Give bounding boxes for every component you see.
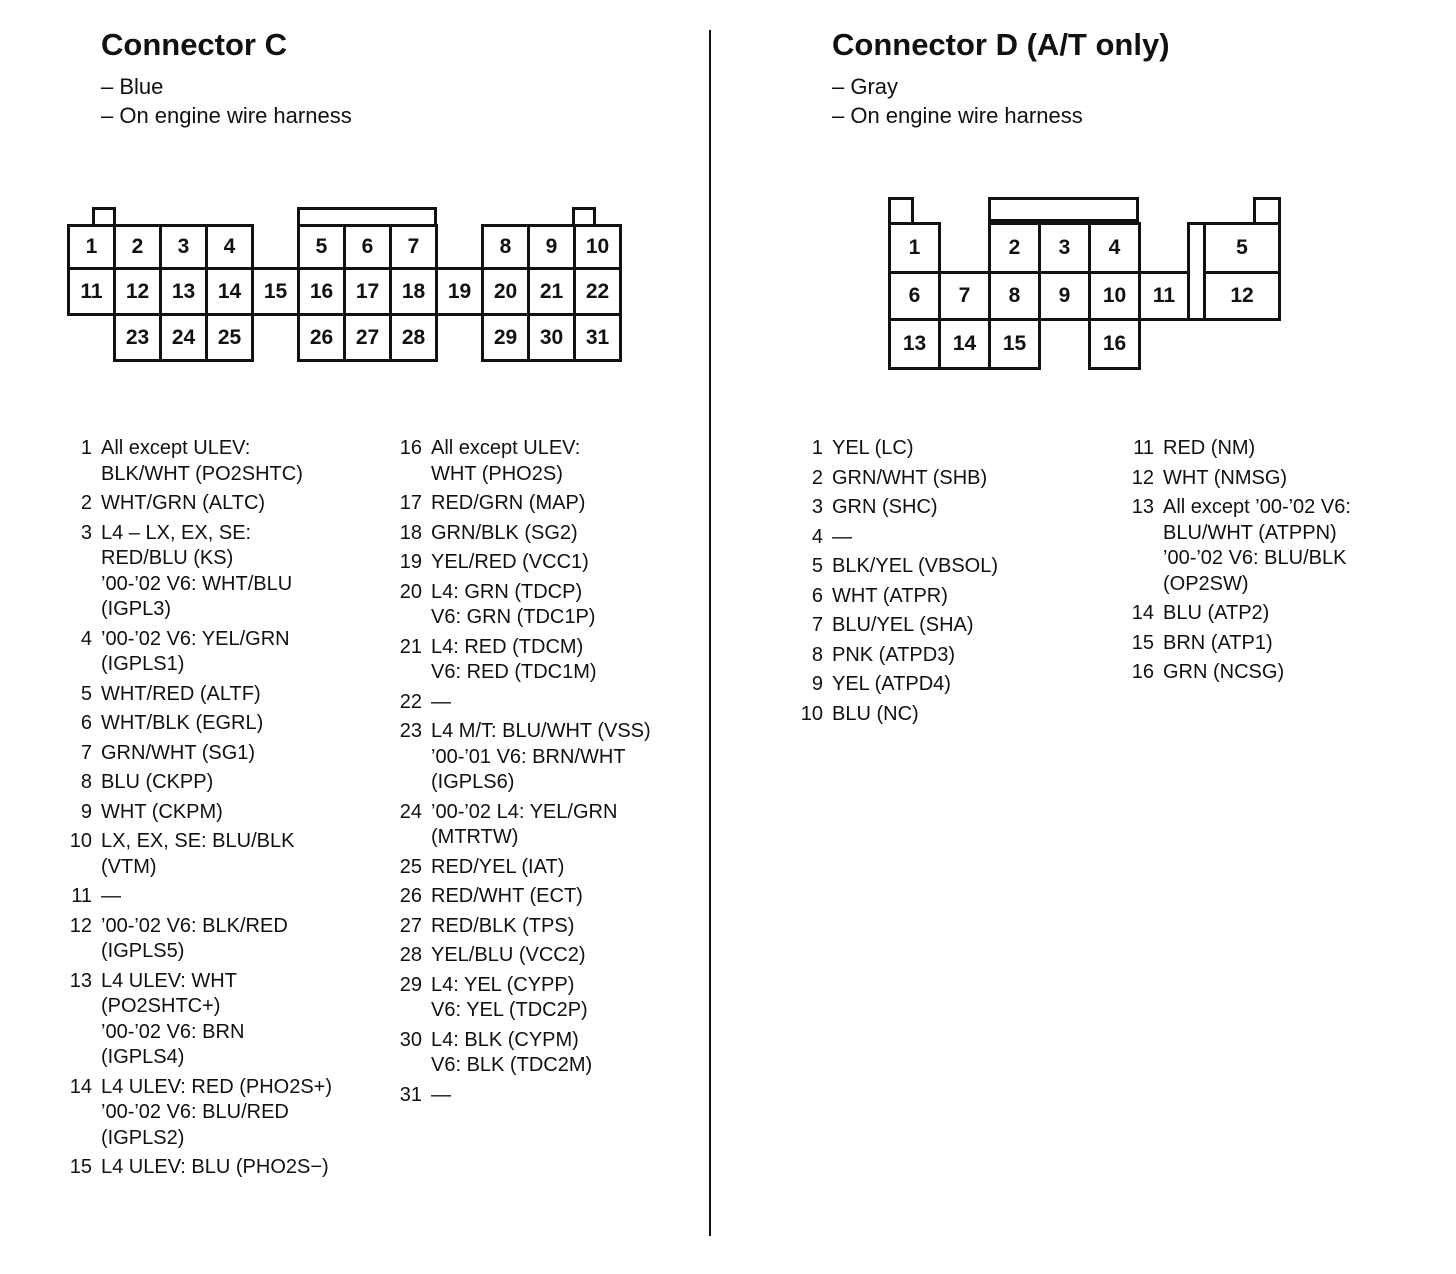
pin-number: 9 — [80, 800, 92, 823]
pin-description — [101, 682, 421, 708]
pin-entry — [396, 855, 706, 881]
pin-description — [832, 584, 1152, 610]
pin-description-line: PNK (ATPD3) — [832, 643, 955, 666]
pin-description — [101, 711, 421, 737]
connector-c-cell: 7 — [389, 224, 438, 270]
pin-entry — [396, 690, 706, 716]
pin-number: 27 — [399, 914, 422, 937]
pin-description-line: WHT/RED (ALTF) — [101, 682, 261, 705]
pin-entry — [396, 635, 706, 686]
connector-d-cell: 13 — [888, 318, 941, 370]
pin-description-line: — — [832, 525, 852, 548]
pin-description — [431, 943, 741, 969]
connector-d-cell: 1 — [888, 222, 941, 274]
pin-description — [101, 1075, 421, 1152]
connector-d-title: Connector D (A/T only) — [832, 27, 1170, 62]
pin-description — [101, 800, 421, 826]
connector-c-location-note: – On engine wire harness — [101, 103, 352, 128]
pin-description-line: ’00-’02 V6: BLU/RED — [101, 1101, 289, 1123]
connector-d-pinlist-2 — [1128, 436, 1448, 690]
pin-description-line: BLU (CKPP) — [101, 771, 214, 793]
connector-c-cell: 13 — [159, 267, 208, 316]
pin-description-line: (IGPLS6) — [431, 771, 515, 793]
pin-description-line: L4 M/T: BLU/WHT (VSS) — [431, 720, 651, 742]
connector-d-cell: 7 — [938, 271, 991, 321]
pin-description-line: RED/WHT (ECT) — [431, 885, 583, 907]
pin-entry — [396, 884, 706, 910]
pin-description — [832, 702, 1152, 728]
pin-entry — [66, 711, 386, 737]
pin-description — [101, 521, 421, 623]
pin-description — [1163, 601, 1456, 627]
pin-entry — [797, 495, 1117, 521]
pin-description — [431, 855, 741, 881]
pin-description-line: ’00-’01 V6: BRN/WHT — [431, 745, 626, 768]
pin-number: 20 — [399, 580, 422, 603]
pin-description — [1163, 466, 1456, 492]
pin-entry — [1128, 436, 1448, 462]
pin-description-line: L4: RED (TDCM) — [431, 635, 584, 658]
connector-d-cell: 10 — [1088, 271, 1141, 321]
pin-entry — [66, 800, 386, 826]
pin-entry — [66, 884, 386, 910]
pin-description-line: L4 – LX, EX, SE: — [101, 521, 252, 544]
pin-description-line: ’00-’02 V6: WHT/BLU — [101, 572, 293, 595]
connector-c-pinlist-1 — [66, 436, 386, 1185]
pin-description-line: RED/YEL (IAT) — [431, 855, 565, 878]
connector-c-cell: 10 — [573, 224, 622, 270]
pin-description-line: YEL/RED (VCC1) — [431, 551, 589, 573]
connector-c-cell: 30 — [527, 313, 576, 362]
connector-d-pinlist-1 — [797, 436, 1117, 731]
pin-entry — [66, 1075, 386, 1152]
pin-description — [1163, 660, 1456, 686]
pin-description — [101, 914, 421, 965]
pin-description-line: ’00-’02 V6: BLK/RED — [101, 914, 288, 937]
connector-d-cell: 6 — [888, 271, 941, 321]
pin-description-line: BLK/YEL (VBSOL) — [832, 555, 998, 577]
pin-description-line: All except ULEV: — [431, 437, 581, 459]
connector-d-cell: 4 — [1088, 222, 1141, 274]
pin-entry — [1128, 631, 1448, 657]
pin-description-line: All except ’00-’02 V6: — [1163, 496, 1351, 518]
pin-number: 14 — [69, 1075, 92, 1098]
pin-number: 12 — [69, 914, 92, 937]
connector-c-cell: 14 — [205, 267, 254, 316]
pin-description-line: WHT/GRN (ALTC) — [101, 492, 266, 514]
pin-entry — [797, 554, 1117, 580]
pin-description — [1163, 631, 1456, 657]
connector-c-cell: 24 — [159, 313, 208, 362]
pin-entry — [66, 627, 386, 678]
pin-number: 11 — [1133, 437, 1154, 459]
pin-entry — [797, 643, 1117, 669]
pin-entry — [66, 491, 386, 517]
connector-c-cell: 29 — [481, 313, 530, 362]
connector-c-cell: 20 — [481, 267, 530, 316]
pin-description — [431, 580, 741, 631]
pin-entry — [396, 550, 706, 576]
pin-description-line: (IGPLS1) — [101, 653, 185, 675]
pin-number: 24 — [399, 800, 422, 823]
pin-description-line: — — [101, 885, 121, 907]
pin-description-line: L4: YEL (CYPP) — [431, 973, 575, 996]
pin-description-line: L4 ULEV: RED (PHO2S+) — [101, 1075, 333, 1098]
connector-d-cell: 3 — [1038, 222, 1091, 274]
pin-entry — [66, 914, 386, 965]
pin-description-line: WHT (NMSG) — [1163, 466, 1288, 489]
pin-description — [832, 495, 1152, 521]
pin-number: 23 — [399, 720, 422, 742]
connector-c-cell: 23 — [113, 313, 162, 362]
pin-description-line: (MTRTW) — [431, 826, 519, 848]
pin-description — [101, 627, 421, 678]
connector-c-cell: 1 — [67, 224, 116, 270]
pin-number: 15 — [1131, 631, 1154, 654]
pin-entry — [66, 829, 386, 880]
pin-number: 5 — [80, 682, 92, 705]
pin-description-line: GRN (SHC) — [832, 496, 938, 518]
pin-number: 21 — [399, 635, 422, 658]
pin-description — [431, 800, 741, 851]
pin-description — [832, 643, 1152, 669]
pin-number: 9 — [811, 673, 823, 695]
pin-number: 15 — [69, 1156, 92, 1178]
pin-description-line: L4: GRN (TDCP) — [431, 580, 583, 603]
pin-description-line: V6: BLK (TDC2M) — [431, 1054, 593, 1076]
pin-entry — [396, 943, 706, 969]
pin-entry — [396, 973, 706, 1024]
pin-number: 19 — [399, 551, 422, 573]
pin-description — [101, 884, 421, 910]
pin-entry — [396, 436, 706, 487]
pin-number: 18 — [399, 521, 422, 544]
pin-entry — [396, 1083, 706, 1109]
pin-description — [1163, 436, 1456, 462]
connector-d-key-left — [888, 197, 914, 225]
pin-description-line: WHT (ATPR) — [832, 584, 948, 607]
pin-description — [1163, 495, 1456, 597]
pin-entry — [797, 672, 1117, 698]
connector-d-location-note: – On engine wire harness — [832, 103, 1083, 128]
connector-c-cell: 19 — [435, 267, 484, 316]
connector-d-latch — [988, 197, 1139, 222]
pin-number: 22 — [399, 690, 422, 713]
connector-c-cell: 15 — [251, 267, 300, 316]
connector-c-cell: 6 — [343, 224, 392, 270]
pin-description-line: RED/BLU (KS) — [101, 547, 234, 569]
connector-d-cell: 14 — [938, 318, 991, 370]
pin-number: 6 — [811, 584, 823, 607]
pin-description-line: (VTM) — [101, 855, 157, 878]
pin-description-line: RED (NM) — [1163, 437, 1256, 459]
pin-description — [431, 973, 741, 1024]
pin-description-line: BLK/WHT (PO2SHTC) — [101, 462, 303, 485]
pin-entry — [396, 491, 706, 517]
pin-description-line: (IGPL3) — [101, 598, 172, 620]
connector-d-cell: 16 — [1088, 318, 1141, 370]
pin-entry — [66, 1155, 386, 1181]
pin-entry — [66, 741, 386, 767]
pin-description-line: (OP2SW) — [1163, 572, 1249, 595]
pin-description-line: (IGPLS2) — [101, 1126, 185, 1149]
pin-description — [832, 466, 1152, 492]
connector-c-notes — [101, 72, 352, 130]
pin-description-line: ’00-’02 V6: YEL/GRN — [101, 627, 290, 650]
pin-description-line: GRN/WHT (SG1) — [101, 741, 256, 764]
pin-description — [431, 1083, 741, 1109]
pin-number: 8 — [80, 771, 92, 793]
pin-entry — [1128, 601, 1448, 627]
pin-number: 1 — [80, 437, 92, 459]
pin-description — [832, 525, 1152, 551]
pin-entry — [396, 719, 706, 796]
pin-description-line: WHT (CKPM) — [101, 800, 223, 823]
pin-description — [832, 672, 1152, 698]
pin-description — [431, 550, 741, 576]
pin-description — [832, 613, 1152, 639]
pin-number: 13 — [1131, 496, 1154, 518]
connector-c-cell: 21 — [527, 267, 576, 316]
pin-number: 31 — [399, 1083, 422, 1106]
pin-description — [832, 436, 1152, 462]
pin-description-line: L4: BLK (CYPM) — [431, 1028, 579, 1051]
pin-description — [832, 554, 1152, 580]
pin-description — [101, 1155, 421, 1181]
connector-c-title: Connector C — [101, 27, 287, 62]
connector-c-pinlist-2 — [396, 436, 706, 1112]
pin-description-line: GRN/BLK (SG2) — [431, 521, 578, 544]
connector-c-cell: 25 — [205, 313, 254, 362]
pin-description-line: BLU (ATP2) — [1163, 602, 1270, 624]
pin-number: 4 — [80, 627, 92, 650]
connector-c-cell: 8 — [481, 224, 530, 270]
pin-entry — [1128, 660, 1448, 686]
connector-d-notes — [832, 72, 1083, 130]
pin-description-line: WHT (PHO2S) — [431, 462, 563, 485]
pin-number: 28 — [399, 944, 422, 966]
connector-c-cell: 31 — [573, 313, 622, 362]
pin-entry — [396, 521, 706, 547]
pin-number: 16 — [1131, 661, 1154, 683]
pin-description-line: — — [431, 690, 451, 713]
connector-c-cell: 9 — [527, 224, 576, 270]
connector-d-color-note: – Gray — [832, 74, 899, 99]
pin-description — [431, 884, 741, 910]
pin-number: 12 — [1131, 466, 1154, 489]
pin-number: 26 — [399, 885, 422, 907]
connector-c-cell: 11 — [67, 267, 116, 316]
pin-description-line: WHT/BLK (EGRL) — [101, 712, 264, 734]
pin-description-line: V6: GRN (TDC1P) — [431, 606, 596, 628]
pin-description-line: RED/GRN (MAP) — [431, 492, 586, 514]
pin-entry — [396, 914, 706, 940]
pin-entry — [66, 682, 386, 708]
pin-entry — [797, 613, 1117, 639]
pin-entry — [797, 584, 1117, 610]
pin-description-line: (PO2SHTC+) — [101, 995, 221, 1017]
pin-number: 3 — [811, 496, 823, 518]
connector-c-cell: 26 — [297, 313, 346, 362]
pin-description-line: LX, EX, SE: BLU/BLK — [101, 830, 295, 852]
pin-description-line: ’00-’02 L4: YEL/GRN — [431, 800, 618, 823]
pin-number: 17 — [399, 492, 422, 514]
pin-description-line: YEL (ATPD4) — [832, 673, 951, 695]
pin-number: 30 — [399, 1028, 422, 1051]
pin-number: 6 — [80, 712, 92, 734]
pin-number: 29 — [399, 973, 422, 996]
pin-number: 16 — [399, 437, 422, 459]
pin-description — [431, 914, 741, 940]
pin-entry — [797, 525, 1117, 551]
connector-c-cell: 12 — [113, 267, 162, 316]
connector-d-cell: 11 — [1138, 271, 1190, 321]
connector-c-cell: 27 — [343, 313, 392, 362]
pin-description-line: BLU (NC) — [832, 702, 919, 725]
pin-description-line: V6: RED (TDC1M) — [431, 661, 597, 683]
connector-d-cell: 9 — [1038, 271, 1091, 321]
pin-number: 1 — [811, 437, 823, 459]
pin-entry — [797, 436, 1117, 462]
pin-entry — [797, 702, 1117, 728]
pin-description-line: V6: YEL (TDC2P) — [431, 999, 588, 1021]
pin-description — [431, 719, 741, 796]
pin-number: 4 — [811, 525, 823, 548]
pin-description — [101, 829, 421, 880]
pin-description-line: All except ULEV: — [101, 437, 251, 459]
pin-entry — [396, 1028, 706, 1079]
pin-entry — [1128, 495, 1448, 597]
pin-number: 7 — [80, 741, 92, 764]
connector-c-cell: 28 — [389, 313, 438, 362]
pin-description-line: (IGPLS4) — [101, 1046, 185, 1068]
pin-entry — [396, 580, 706, 631]
pin-description — [431, 521, 741, 547]
pin-description-line: (IGPLS5) — [101, 940, 185, 962]
pin-entry — [66, 521, 386, 623]
connector-c-cell: 5 — [297, 224, 346, 270]
pin-description-line: L4 ULEV: WHT — [101, 969, 237, 992]
pin-number: 3 — [80, 521, 92, 544]
pin-description — [101, 436, 421, 487]
pin-description-line: BLU/YEL (SHA) — [832, 614, 974, 636]
pin-description-line: RED/BLK (TPS) — [431, 914, 575, 937]
pin-description — [101, 969, 421, 1071]
pin-description — [431, 436, 741, 487]
pin-description-line: YEL/BLU (VCC2) — [431, 944, 586, 966]
connector-c-cell: 16 — [297, 267, 346, 316]
pin-description-line: ’00-’02 V6: BLU/BLK — [1163, 547, 1347, 569]
pin-entry — [396, 800, 706, 851]
pin-description — [431, 1028, 741, 1079]
connector-c-cell: 22 — [573, 267, 622, 316]
pin-number: 5 — [811, 555, 823, 577]
connector-d-cell: 8 — [988, 271, 1041, 321]
connector-c-color-note: – Blue — [101, 74, 164, 99]
pin-number: 25 — [399, 855, 422, 878]
connector-d-cell: 15 — [988, 318, 1041, 370]
pin-description — [101, 741, 421, 767]
pin-number: 14 — [1131, 602, 1154, 624]
pin-description-line: BLU/WHT (ATPPN) — [1163, 521, 1337, 544]
pin-description — [431, 690, 741, 716]
connector-c-cell: 18 — [389, 267, 438, 316]
pin-description — [431, 491, 741, 517]
pin-entry — [66, 436, 386, 487]
connector-c-cell: 2 — [113, 224, 162, 270]
pin-description-line: L4 ULEV: BLU (PHO2S−) — [101, 1156, 329, 1178]
pin-number: 7 — [811, 614, 823, 636]
pin-number: 10 — [800, 702, 823, 725]
pin-description-line: — — [431, 1083, 451, 1106]
pin-number: 11 — [71, 885, 92, 907]
pin-description-line: ’00-’02 V6: BRN — [101, 1020, 245, 1043]
pin-number: 13 — [69, 969, 92, 992]
pin-entry — [66, 969, 386, 1071]
connector-d-cell: 5 — [1203, 222, 1281, 274]
pin-description-line: GRN (NCSG) — [1163, 661, 1285, 683]
connector-d-key-right — [1253, 197, 1281, 225]
pin-description-line: GRN/WHT (SHB) — [832, 466, 988, 489]
pin-description-line: BRN (ATP1) — [1163, 631, 1273, 654]
connector-d-cell: 2 — [988, 222, 1041, 274]
pin-entry — [1128, 466, 1448, 492]
pin-number: 8 — [811, 643, 823, 666]
pin-description — [101, 770, 421, 796]
pin-description — [101, 491, 421, 517]
connector-c-cell: 17 — [343, 267, 392, 316]
pin-entry — [66, 770, 386, 796]
connector-c-cell: 3 — [159, 224, 208, 270]
pin-entry — [797, 466, 1117, 492]
pin-description-line: YEL (LC) — [832, 437, 914, 459]
connector-d-cell: 12 — [1203, 271, 1281, 321]
pin-number: 2 — [80, 492, 92, 514]
connector-c-cell: 4 — [205, 224, 254, 270]
pin-number: 2 — [811, 466, 823, 489]
pin-number: 10 — [69, 830, 92, 852]
pin-description — [431, 635, 741, 686]
